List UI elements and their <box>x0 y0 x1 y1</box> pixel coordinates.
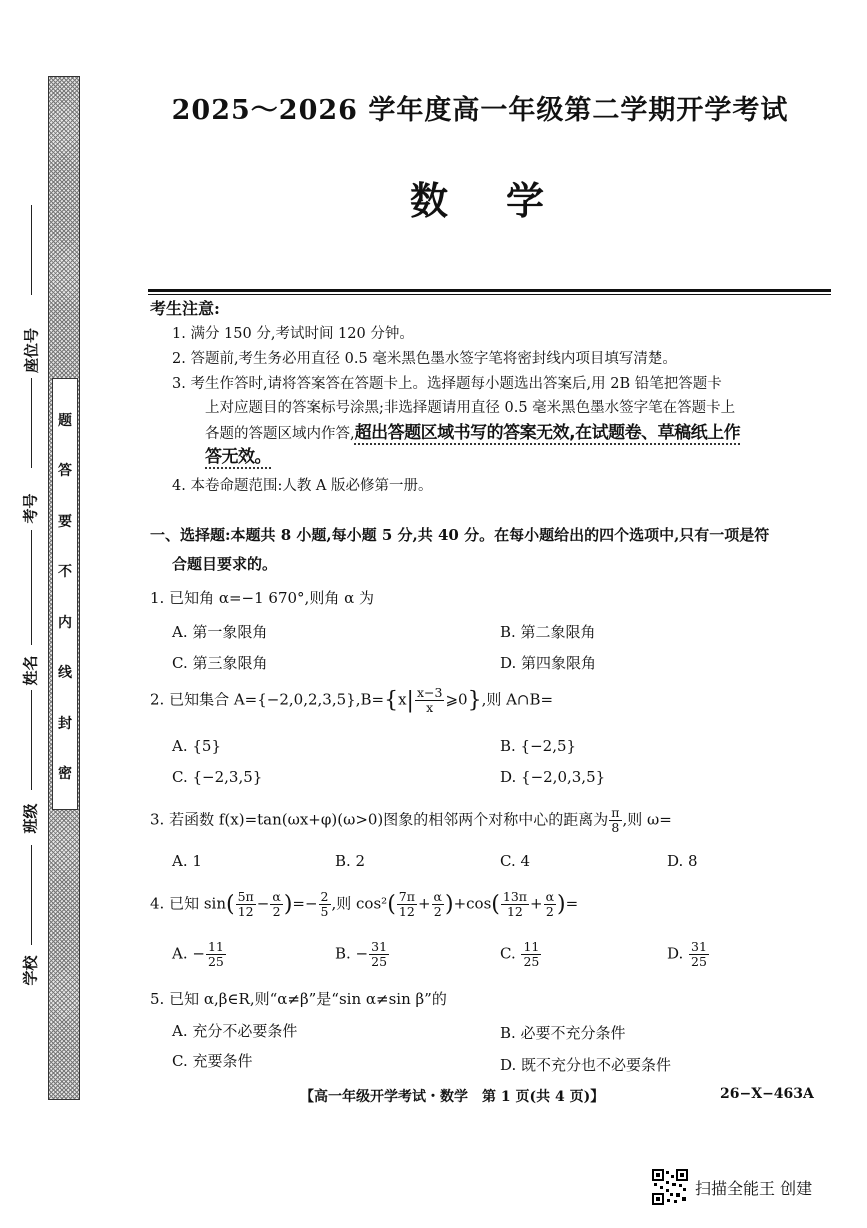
q5-option-c: C. 充要条件 <box>172 1052 253 1070</box>
seat-number-label: 座位号 <box>22 328 41 374</box>
q2-brace-open: { <box>384 687 399 713</box>
q4-fraction <box>501 890 529 919</box>
q4-option-d <box>667 940 710 969</box>
note-item: 4. 本卷命题范围:人教 A 版必修第一册。 <box>172 478 433 494</box>
option-fraction <box>689 940 709 969</box>
paren-close: ) <box>444 891 454 917</box>
q2-set-var: x <box>398 690 407 709</box>
denominator: 25 <box>371 953 388 969</box>
q2-text: ⩾0 <box>445 690 468 709</box>
name-label: 姓名 <box>21 655 40 686</box>
q5-option-d: D. 既不充分也不必要条件 <box>500 1056 672 1074</box>
option-label: D. <box>667 944 689 963</box>
class-line <box>31 690 32 790</box>
q4-fraction <box>270 890 282 919</box>
numerator: x−3 <box>416 685 443 700</box>
q3-fraction <box>609 806 621 835</box>
notes-heading: 考生注意: <box>150 299 220 318</box>
exam-number-line <box>31 378 32 468</box>
question-2-stem <box>150 686 553 715</box>
numerator: 7π <box>398 889 415 904</box>
header-rule-thin <box>148 294 831 295</box>
numerator: 31 <box>371 939 388 954</box>
option-fraction <box>206 940 226 969</box>
denominator: 25 <box>207 953 224 969</box>
note-emphasis: 答无效。 <box>205 447 271 467</box>
option-label: C. <box>500 944 521 963</box>
numerator: α <box>433 889 442 904</box>
note-item: 1. 满分 150 分,考试时间 120 分钟。 <box>172 326 414 342</box>
numerator: π <box>611 805 620 820</box>
note-text: 各题的答题区域内作答, <box>205 426 355 442</box>
binding-char: 内 <box>58 615 72 631</box>
q2-text: ,则 A∩B= <box>481 690 554 709</box>
q3-text: ,则 ω= <box>622 810 672 829</box>
option-label: A. − <box>172 944 205 963</box>
note-item-line <box>205 418 740 443</box>
note-item-line <box>205 442 271 467</box>
header-rule-thick <box>148 289 831 292</box>
q4-fraction <box>544 890 556 919</box>
seat-number-line <box>31 205 32 295</box>
q4-text: 4. 已知 sin <box>150 894 227 913</box>
q1-option-a: A. 第一象限角 <box>172 623 268 641</box>
binding-char: 封 <box>58 716 72 732</box>
option-fraction <box>369 940 389 969</box>
binding-char: 题 <box>58 413 72 429</box>
numerator: α <box>272 889 281 904</box>
denominator: 8 <box>611 819 620 835</box>
question-3-stem <box>150 806 672 835</box>
note-item: 2. 答题前,考生务必用直径 0.5 毫米黑色墨水签字笔将密封线内项目填写清楚。 <box>172 351 677 367</box>
paper-code: 26−X−463A <box>720 1086 814 1102</box>
binding-char: 密 <box>58 766 72 782</box>
q4-text: +cos <box>453 894 492 913</box>
q4-text: =− <box>292 894 318 913</box>
q4-option-b <box>335 940 390 969</box>
numerator: α <box>545 889 555 904</box>
school-line <box>31 845 32 945</box>
binding-char: 不 <box>58 564 72 580</box>
scanner-watermark: 扫描全能王 创建 <box>695 1179 813 1198</box>
numerator: 11 <box>523 939 540 954</box>
exam-number-label: 考号 <box>21 493 40 524</box>
paren-open: ( <box>226 891 235 917</box>
q3-option-d: D. 8 <box>667 852 698 870</box>
q5-option-a: A. 充分不必要条件 <box>172 1022 298 1040</box>
q4-text: − <box>256 894 270 913</box>
q4-fraction <box>319 890 331 919</box>
q3-option-c: C. 4 <box>500 852 531 870</box>
binding-char: 答 <box>58 463 72 479</box>
name-line <box>31 530 32 645</box>
q4-text: = <box>565 894 579 913</box>
numerator: 2 <box>320 889 329 904</box>
q2-text: 2. 已知集合 A={−2,0,2,3,5},B= <box>150 690 385 709</box>
q1-option-d: D. 第四象限角 <box>500 654 597 672</box>
q4-fraction <box>432 890 444 919</box>
q2-fraction <box>415 686 444 715</box>
question-5-stem: 5. 已知 α,β∈R,则“α≠β”是“sin α≠sin β”的 <box>150 990 447 1008</box>
question-4-stem <box>150 890 578 919</box>
note-item: 上对应题目的答案标号涂黑;非选择题请用直径 0.5 毫米黑色墨水签字笔在答题卡上 <box>205 400 736 416</box>
denominator: 25 <box>691 953 707 969</box>
option-label: B. − <box>335 944 369 963</box>
q2-brace-close: } <box>467 687 482 713</box>
section-heading: 一、选择题:本题共 8 小题,每小题 5 分,共 40 分。在每小题给出的四个选项中,只有一项是符 <box>150 526 770 544</box>
denominator: 25 <box>523 953 540 969</box>
q2-bar: | <box>406 687 414 713</box>
q4-option-a <box>172 940 227 969</box>
numerator: 13π <box>502 889 527 904</box>
denominator: 12 <box>398 903 415 919</box>
q4-text: + <box>417 894 431 913</box>
denominator: 12 <box>506 903 523 919</box>
denominator: 2 <box>545 903 554 919</box>
q4-option-c <box>500 940 542 969</box>
exam-title: 2025～2026 学年度高一年级第二学期开学考试 <box>171 95 789 126</box>
paren-open: ( <box>387 891 396 917</box>
question-1-stem: 1. 已知角 α=−1 670°,则角 α 为 <box>150 589 374 607</box>
q2-option-a: A. {5} <box>172 737 221 755</box>
class-label: 班级 <box>21 803 40 834</box>
q4-text: + <box>530 894 543 913</box>
school-label: 学校 <box>21 955 40 986</box>
q2-option-c: C. {−2,3,5} <box>172 768 263 786</box>
note-item: 3. 考生作答时,请将答案答在答题卡上。选择题每小题选出答案后,用 2B 铅笔把答题卡 <box>172 376 722 392</box>
page-footer: 【高一年级开学考试・数学 第 1 页(共 4 页)】 <box>300 1089 605 1105</box>
paren-close: ) <box>557 891 566 917</box>
q4-fraction <box>236 890 256 919</box>
paren-close: ) <box>283 891 293 917</box>
numerator: 31 <box>691 939 707 954</box>
binding-char: 线 <box>58 665 72 681</box>
q3-option-b: B. 2 <box>335 852 366 870</box>
note-emphasis: 超出答题区域书写的答案无效,在试题卷、草稿纸上作 <box>354 423 741 443</box>
q1-option-b: B. 第二象限角 <box>500 623 596 641</box>
q4-text: ,则 cos² <box>331 894 388 913</box>
paren-open: ( <box>491 891 500 917</box>
denominator: 2 <box>433 903 442 919</box>
denominator: 2 <box>272 903 281 919</box>
qr-code-icon <box>652 1169 688 1205</box>
denominator: 5 <box>320 903 329 919</box>
denominator: x <box>426 699 434 715</box>
subject-title: 数学 <box>410 179 603 223</box>
q2-option-d: D. {−2,0,3,5} <box>500 768 606 786</box>
q1-option-c: C. 第三象限角 <box>172 654 268 672</box>
binding-strip-notice <box>52 378 78 810</box>
numerator: 11 <box>207 939 224 954</box>
q3-option-a: A. 1 <box>172 852 202 870</box>
q3-text: 3. 若函数 f(x)=tan(ωx+φ)(ω>0)图象的相邻两个对称中心的距离为 <box>150 810 609 829</box>
section-heading-cont: 合题目要求的。 <box>172 555 278 573</box>
binding-char: 要 <box>58 514 72 530</box>
denominator: 12 <box>237 903 254 919</box>
q5-option-b: B. 必要不充分条件 <box>500 1024 626 1042</box>
q4-fraction <box>397 890 417 919</box>
option-fraction <box>521 940 541 969</box>
q2-option-b: B. {−2,5} <box>500 737 577 755</box>
numerator: 5π <box>237 889 254 904</box>
